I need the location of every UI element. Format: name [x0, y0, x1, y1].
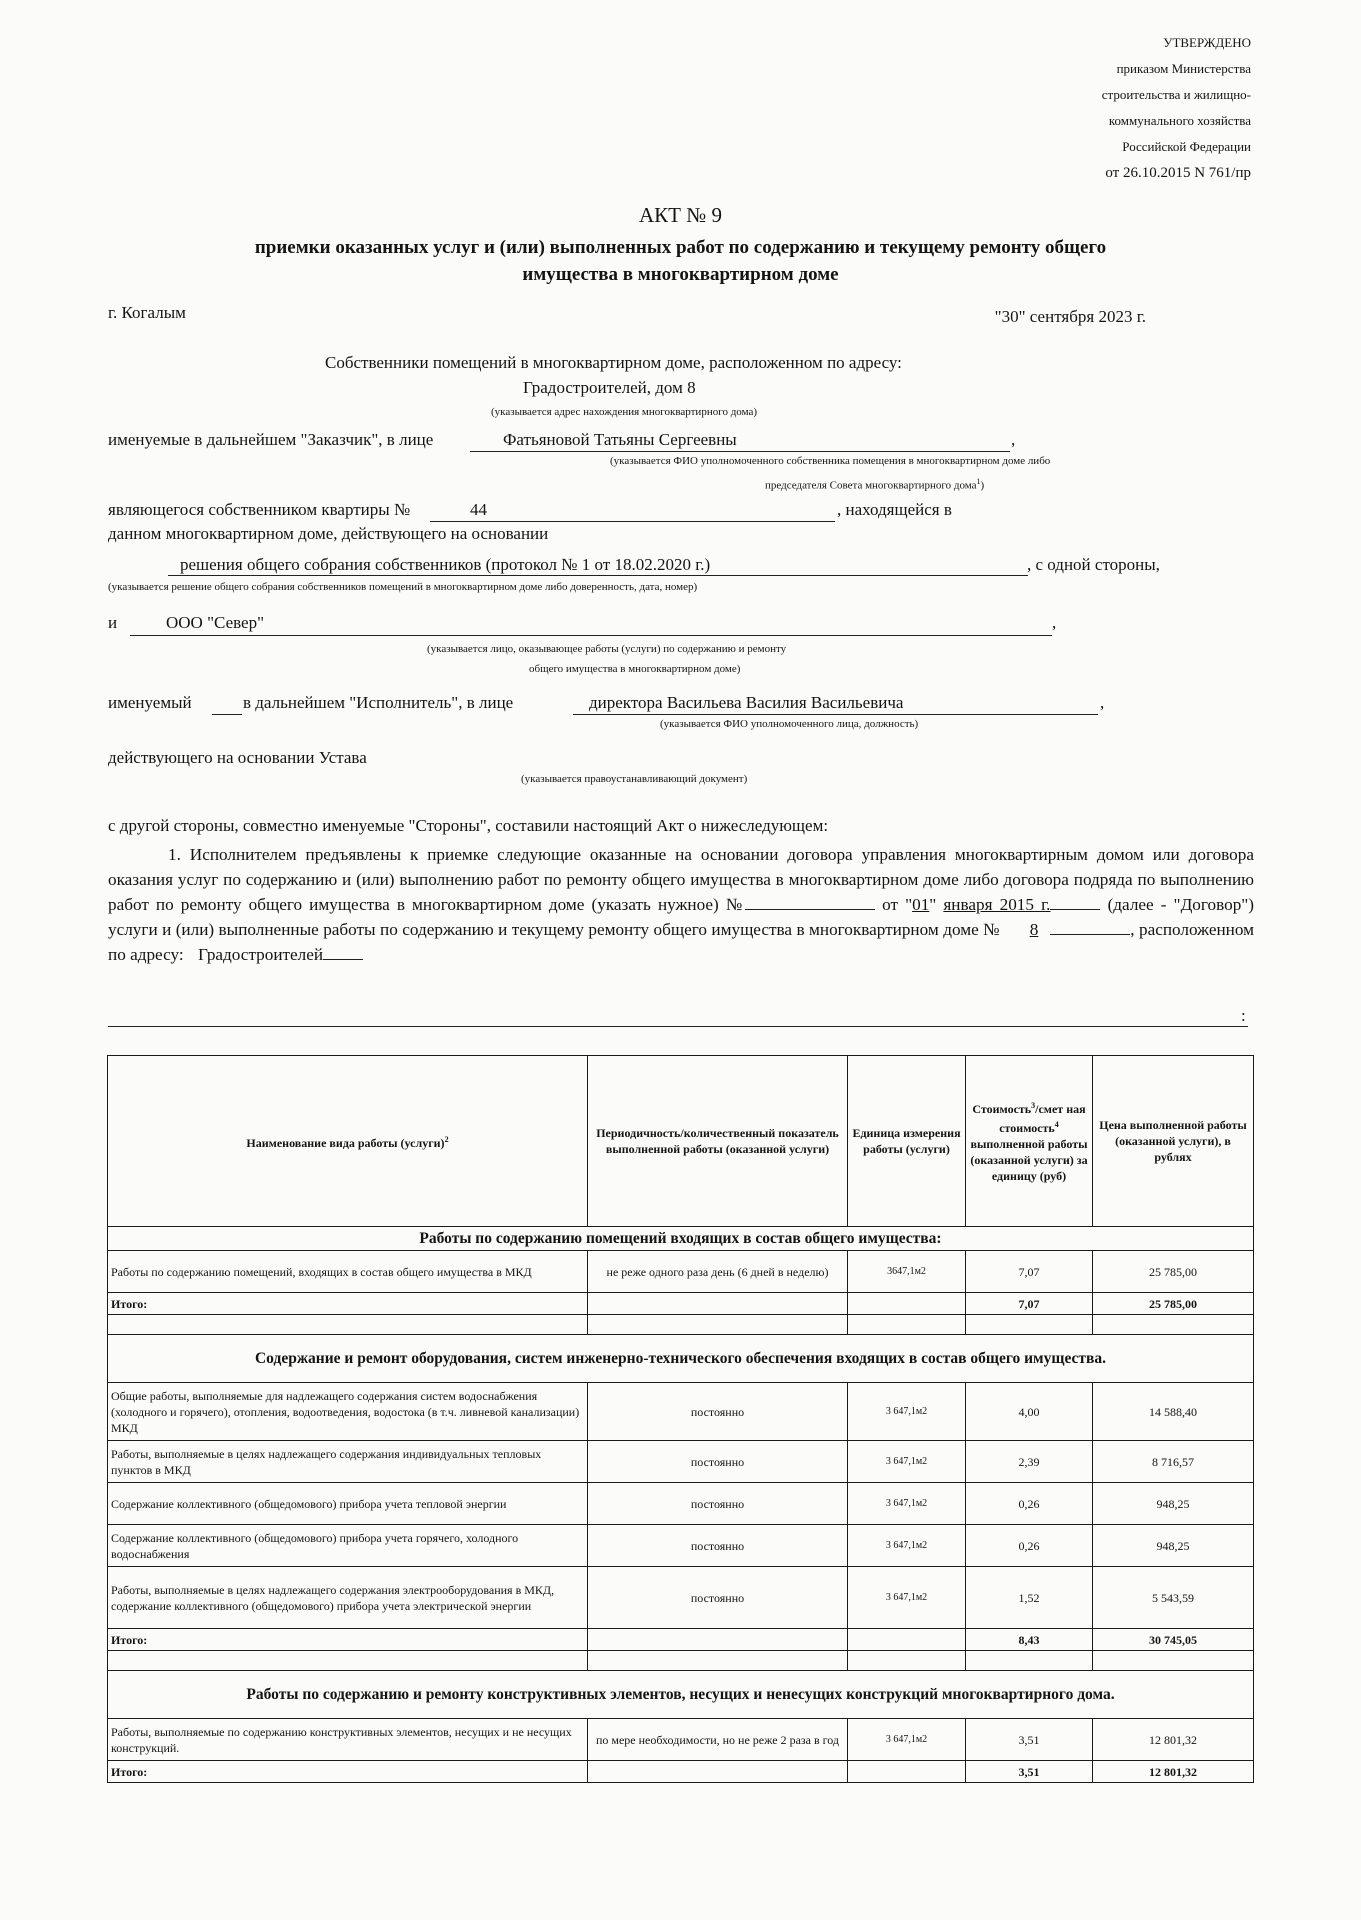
work-price: 948,25 [1093, 1483, 1254, 1525]
approval-block [991, 30, 1251, 186]
house-number: 8 [1029, 920, 1039, 939]
total-price: 30 745,05 [1093, 1629, 1254, 1651]
apartment-line [430, 521, 835, 522]
empty-cell [108, 1651, 588, 1671]
empty-cell [588, 1651, 848, 1671]
work-price: 12 801,32 [1093, 1719, 1254, 1761]
table-row [108, 1525, 1254, 1567]
empty-cell [588, 1293, 848, 1315]
street: Градостроителей [197, 945, 324, 964]
section-title: Работы по содержанию помещений входящих в состав общего имущества: [108, 1227, 1254, 1251]
empty-cell [588, 1629, 848, 1651]
work-period: по мере необходимости, но не реже 2 раза в год [588, 1719, 848, 1761]
act-subtitle-line: приемки оказанных услуг и (или) выполненных работ по содержанию и текущему ремонту общего [254, 237, 1107, 258]
contract-day: 01 [912, 895, 930, 914]
work-unit: 3647,1м2 [848, 1251, 966, 1293]
spacer-row [108, 1651, 1254, 1671]
act-subtitle-line: имущества в многоквартирном доме [522, 264, 839, 285]
works-table [107, 1055, 1254, 1783]
header-unit: Единица измерения работы (услуги) [848, 1056, 966, 1227]
section-title-row [108, 1227, 1254, 1251]
approval-line: коммунального хозяйства [1108, 113, 1251, 128]
header-cost: Стоимость$^3$/смет ная стоимость$^4$ выполненной работы (оказанной услуги) за единицу (руб) [966, 1056, 1093, 1227]
work-period: постоянно [588, 1483, 848, 1525]
work-cost: 3,51 [966, 1719, 1093, 1761]
section-title: Содержание и ремонт оборудования, систем инженерно-технического обеспечения входящих в состав общего имущества. [108, 1335, 1254, 1383]
empty-cell [848, 1315, 966, 1335]
rep-underline [573, 714, 1098, 715]
work-price: 25 785,00 [1093, 1251, 1254, 1293]
table-row [108, 1441, 1254, 1483]
contract-month: января 2015 г. [943, 895, 1051, 914]
basis-text: решения общего собрания собственников (протокол № 1 от 18.02.2020 г.) [180, 555, 711, 574]
act-title: АКТ № 9 [638, 203, 723, 227]
approval-line: УТВЕРЖДЕНО [1163, 35, 1251, 50]
total-cost: 8,43 [966, 1629, 1093, 1651]
address-colon: : [1241, 1006, 1246, 1025]
table-row [108, 1251, 1254, 1293]
empty-cell [848, 1629, 966, 1651]
customer-name: Фатьяновой Татьяны Сергеевны [503, 430, 737, 449]
empty-cell [588, 1761, 848, 1783]
contractor-hint: (указывается лицо, оказывающее работы (услуги) по содержанию и ремонту [427, 643, 787, 655]
table-row [108, 1567, 1254, 1629]
paragraph-1: 1. Исполнителем предъявлены к приемке следующие оказанные на основании договора управления многоквартирным домом или договора оказания услуг по содержанию и (или) выполнению работ по ремонту общего имущества в многоквартирном доме либо договора подряда по выполнению работ по ремонту общего имущества в многоквартирном доме (указать нужное) № от "01" января 2015 г. (далее - "Договор") услуги и (или) выполненные работы по содержанию и текущему ремонту общего имущества в многоквартирном доме № 8 , расположенном по адресу: Градостроителей [108, 845, 1255, 964]
total-cost: 3,51 [966, 1761, 1093, 1783]
total-price: 12 801,32 [1093, 1761, 1254, 1783]
work-name: Работы по содержанию помещений, входящих в состав общего имущества в МКД [108, 1251, 588, 1293]
customer-prefix: именуемые в дальнейшем "Заказчик", в лице [108, 430, 434, 449]
work-period: постоянно [588, 1441, 848, 1483]
section-title-row [108, 1335, 1254, 1383]
total-label: Итого: [108, 1761, 588, 1783]
spacer-row [108, 1315, 1254, 1335]
total-row [108, 1629, 1254, 1651]
named-label: именуемый [108, 693, 192, 712]
work-cost: 0,26 [966, 1525, 1093, 1567]
work-cost: 0,26 [966, 1483, 1093, 1525]
representative: директора Васильева Василия Васильевича [589, 693, 904, 712]
basis-hint: (указывается решение общего собрания собственников помещений в многоквартирном доме либо доверенность, дата, номер) [108, 581, 698, 593]
contractor-name: ООО "Север" [166, 613, 265, 632]
one-side: , с одной стороны, [1027, 555, 1160, 574]
act-date: "30" сентября 2023 г. [994, 307, 1146, 326]
owners-intro: Собственники помещений в многоквартирном доме, расположенном по адресу: [325, 353, 902, 372]
contractor-hint-2: общего имущества в многоквартирном доме) [529, 663, 741, 675]
work-name: Работы, выполняемые в целях надлежащего содержания электрооборудования в МКД, содержание коллективного (общедомового) прибора учета электрической энергии [108, 1567, 588, 1629]
section-title-row [108, 1671, 1254, 1719]
acting-basis: действующего на основании Устава [108, 748, 367, 767]
header-name: Наименование вида работы (услуги)$^2$ [108, 1056, 588, 1227]
work-period: постоянно [588, 1525, 848, 1567]
empty-cell [1093, 1315, 1254, 1335]
approval-line: строительства и жилищно- [1101, 87, 1251, 102]
work-price: 948,25 [1093, 1525, 1254, 1567]
work-unit: 3 647,1м2 [848, 1483, 966, 1525]
work-name: Содержание коллективного (общедомового) прибора учета тепловой энергии [108, 1483, 588, 1525]
table-row [108, 1719, 1254, 1761]
apartment-prefix: являющегося собственником квартиры № [108, 500, 411, 519]
approval-line: приказом Министерства [1116, 61, 1251, 76]
work-name: Работы, выполняемые в целях надлежащего содержания индивидуальных тепловых пунктов в МКД [108, 1441, 588, 1483]
header-period: Периодичность/количественный показатель выполненной работы (оказанной услуги) [588, 1056, 848, 1227]
approval-line: Российской Федерации [1122, 139, 1251, 154]
empty-cell [588, 1315, 848, 1335]
total-label: Итого: [108, 1629, 588, 1651]
basis-underline [168, 575, 1028, 576]
paragraph-text: 1. Исполнителем предъявлены к приемке следующие оказанные на основании договора управления многоквартирным домом или договора оказания услуг по содержанию и (или) выполнению работ по ремонту общего имущества в многоквартирном доме либо договора подряда по выполнению работ по ремонту общего имущества в многоквартирном доме (указать нужное) № [108, 845, 1254, 914]
total-row [108, 1293, 1254, 1315]
city: г. Когалым [108, 303, 186, 322]
work-cost: 2,39 [966, 1441, 1093, 1483]
empty-cell [966, 1651, 1093, 1671]
work-period: постоянно [588, 1567, 848, 1629]
rep-hint: (указывается ФИО уполномоченного лица, должность) [660, 718, 919, 730]
named-rest: в дальнейшем "Исполнитель", в лице [243, 693, 514, 712]
work-name: Работы, выполняемые по содержанию конструктивных элементов, несущих и не несущих конструкций. [108, 1719, 588, 1761]
named-blank [212, 714, 242, 715]
address-hint: (указывается адрес нахождения многоквартирного дома) [491, 406, 758, 418]
work-unit: 3 647,1м2 [848, 1525, 966, 1567]
basis-line: данном многоквартирном доме, действующего на основании [108, 524, 549, 543]
work-name: Содержание коллективного (общедомового) прибора учета горячего, холодного водоснабжения [108, 1525, 588, 1567]
empty-cell [108, 1315, 588, 1335]
apartment-suffix: , находящейся в [837, 500, 952, 519]
total-row [108, 1761, 1254, 1783]
apartment-no: 44 [470, 500, 487, 519]
contractor-underline [130, 635, 1052, 636]
section-title: Работы по содержанию и ремонту конструктивных элементов, несущих и ненесущих конструкций многоквартирного дома. [108, 1671, 1254, 1719]
work-cost: 1,52 [966, 1567, 1093, 1629]
work-unit: 3 647,1м2 [848, 1719, 966, 1761]
table-row [108, 1483, 1254, 1525]
acting-hint: (указывается правоустанавливающий документ) [521, 773, 748, 785]
total-cost: 7,07 [966, 1293, 1093, 1315]
empty-cell [966, 1315, 1093, 1335]
and-label: и [108, 613, 118, 632]
table-row [108, 1383, 1254, 1441]
empty-cell [1093, 1651, 1254, 1671]
total-label: Итого: [108, 1293, 588, 1315]
work-price: 5 543,59 [1093, 1567, 1254, 1629]
customer-hint: (указывается ФИО уполномоченного собственника помещения в многоквартирном доме либо [610, 455, 1051, 467]
work-price: 8 716,57 [1093, 1441, 1254, 1483]
customer-hint-2: председателя Совета многоквартирного дома$^1$) [765, 477, 985, 492]
customer-name-line [470, 451, 1010, 452]
header-price: Цена выполненной работы (оказанной услуги), в рублях [1093, 1056, 1254, 1227]
work-unit: 3 647,1м2 [848, 1441, 966, 1483]
work-period: не реже одного раза день (6 дней в неделю) [588, 1251, 848, 1293]
work-cost: 7,07 [966, 1251, 1093, 1293]
approval-order: от 26.10.2015 N 761/пр [1105, 165, 1251, 181]
total-price: 25 785,00 [1093, 1293, 1254, 1315]
empty-cell [848, 1761, 966, 1783]
contractor-comma: , [1052, 613, 1057, 632]
work-price: 14 588,40 [1093, 1383, 1254, 1441]
empty-cell [848, 1293, 966, 1315]
work-name: Общие работы, выполняемые для надлежащего содержания систем водоснабжения (холодного и горячего), отопления, водоотведения, водостока (в т.ч. ливневой канализации) МКД [108, 1383, 588, 1441]
empty-cell [848, 1651, 966, 1671]
table-header-row [108, 1056, 1254, 1227]
address-underline [108, 1026, 1248, 1027]
owners-address: Градостроителей, дом 8 [523, 378, 696, 397]
other-side: с другой стороны, совместно именуемые "Стороны", составили настоящий Акт о нижеследующем: [108, 816, 829, 835]
work-cost: 4,00 [966, 1383, 1093, 1441]
work-unit: 3 647,1м2 [848, 1567, 966, 1629]
work-unit: 3 647,1м2 [848, 1383, 966, 1441]
act-subtitle [150, 234, 1211, 288]
work-period: постоянно [588, 1383, 848, 1441]
